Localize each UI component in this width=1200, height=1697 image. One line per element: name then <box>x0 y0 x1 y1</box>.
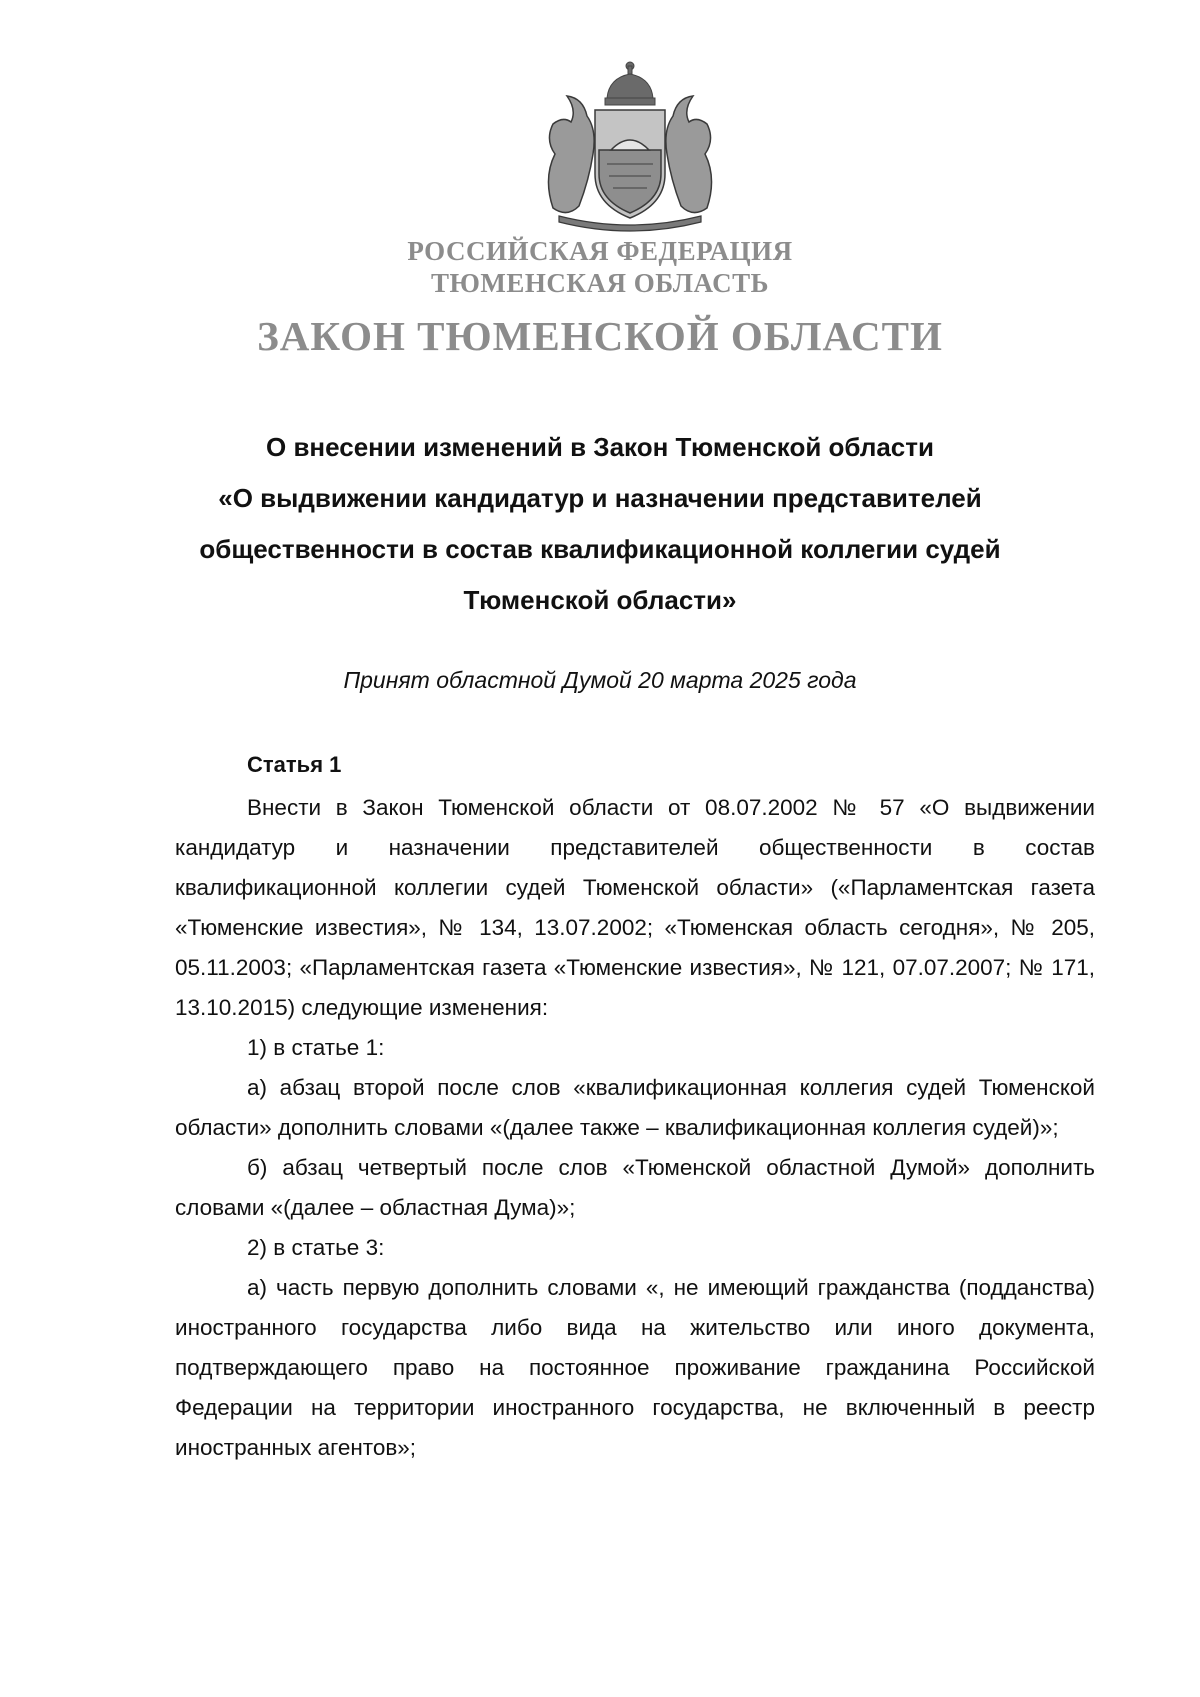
title-line: «О выдвижении кандидатур и назначении представителей <box>218 483 982 513</box>
article-paragraph: а) часть первую дополнить словами «, не имеющий гражданства (подданства) иностранного государства либо вида на жительство или иного документа, подтверждающего право на постоянное проживание гражданина Российской Федерации на территории иностранного государства, не включенный в реестр иностранных агентов»; <box>175 1275 1095 1460</box>
article-paragraph: 1) в статье 1: <box>247 1035 385 1060</box>
article-heading: Статья 1 <box>247 752 342 777</box>
article-paragraph: б) абзац четвертый после слов «Тюменской областной Думой» дополнить словами «(далее – областная Дума)»; <box>175 1155 1095 1220</box>
title-line: О внесении изменений в Закон Тюменской области <box>266 432 934 462</box>
article-paragraph: Внести в Закон Тюменской области от 08.07.2002 № 57 «О выдвижении кандидатур и назначении представителей общественности в состав квалификационной коллегии судей Тюменской области» («Парламентская газета «Тюменские известия», № 134, 13.07.2002; «Тюменская область сегодня», № 205, 05.11.2003; «Парламентская газета «Тюменские известия», № 121, 07.07.2007; № 171, 13.10.2015) следующие изменения: <box>175 795 1095 1020</box>
title-line: Тюменской области» <box>463 585 737 615</box>
header-law-type: ЗАКОН ТЮМЕНСКОЙ ОБЛАСТИ <box>257 313 943 359</box>
article-paragraph: а) абзац второй после слов «квалификационная коллегия судей Тюменской области» дополнить словами «(далее также – квалификационная коллегия судей)»; <box>175 1075 1095 1140</box>
adoption-note: Принят областной Думой 20 марта 2025 года <box>343 667 857 693</box>
document-title <box>150 422 1050 626</box>
tyumen-oblast-coat-of-arms-icon <box>537 58 723 236</box>
article-body <box>175 788 1095 1468</box>
title-line: общественности в состав квалификационной коллегии судей <box>199 534 1001 564</box>
header-country: РОССИЙСКАЯ ФЕДЕРАЦИЯ <box>407 236 793 266</box>
article-paragraph: 2) в статье 3: <box>247 1235 385 1260</box>
header-region: ТЮМЕНСКАЯ ОБЛАСТЬ <box>430 268 770 298</box>
